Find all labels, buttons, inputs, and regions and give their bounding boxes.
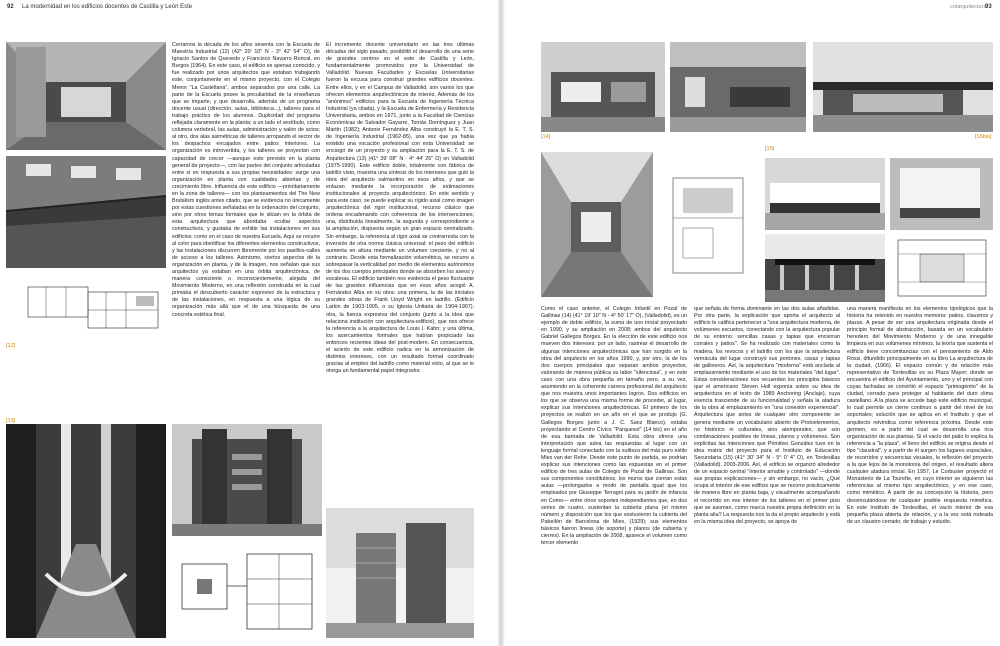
institute-floor-plan bbox=[890, 234, 993, 302]
brick-building-photo bbox=[172, 424, 322, 536]
caption-12: [12] bbox=[6, 343, 16, 349]
school-exterior-photo bbox=[541, 42, 665, 132]
page-gutter bbox=[497, 0, 505, 646]
caption-13: [13] bbox=[6, 418, 16, 424]
school-wall-photo bbox=[670, 42, 806, 132]
school-site-plan bbox=[658, 158, 758, 298]
left-folio: 92 bbox=[7, 4, 14, 10]
institute-exterior-photo bbox=[765, 158, 885, 230]
caption-16bis: [16bis] bbox=[975, 134, 992, 140]
left-text-column-1: Cerramos la década de los años sesenta con la Escuela de Maestría Industrial (12) (42° 20' 10" N - 3° 42' 54" O), de Ignacio Santos de Quevedo y Francisco Navarro Roncal, en Burgos (1964). En este caso, el edificio es apenas conocido, y fue realizado por unos arquitectos que estaban trabajando este, conjuntamente en el mismo proyecto, con el Colegio Menor "La Castellana", ambos separados por una calle. La parte de la Escuela posee la peculiaridad de la enseñanza que se imparte, y que desarrolla, además de un programa docente usual (dirección, aulas, biblioteca...), talleres para el trabajo práctico de los alumnos. Duplicidad del programa reflejada claramente en la planta: a un lado el vestíbulo, como columna vertebral, las aulas, administración y salón de actos; al otro, dos alas asimétricas de talleres arropando el sector de los despachos encajados entre patios interiores. La organización es introvertida, y los talleres se proyectan con capacidad de crecer —aunque esto previsto en la planta general de proyecto—, con las partes del conjunto articuladas entre sí en respuesta a sus propias necesidades: surge una organización en planta con cualidades abiertas y de crecimiento libre. Influencia de este edificio —prioritariamente en la zona de talleres— con los planteamientos del The New Brutalism inglés antes citado, que se evidencia no únicamente por estas cuestiones señaladas en la ordenación del conjunto, sino por otros temas formales que le sitúan en la órbita de esta arquitectura que abordaba ocultar aspectos constructivos, y gustaba de exhibir las instalaciones en sus edificios; como en el caso de nuestra Escuela. Aquí se recurre al color para identificar los diferentes elementos constructivos, y las instalaciones discurren libremente por los pasillos-calles de acceso a los talleres. Asimismo, ciertos aspectos de la organización en planta, y de la imagen, nos señalan que sus arquitectos ya estaban en una órbita arquitectónica, de manera consciente o inconscientemente, alejada del Movimiento Moderno, en una reflexión construida en la cual primaba el descubierto carácter expresivo de la estructura y de las instalaciones, en respuesta a una lógica de su organización más allá que el de una búsqueda de una concreta estética final. bbox=[172, 42, 320, 318]
right-folio: 93 bbox=[985, 4, 992, 10]
institute-detail-photo bbox=[890, 158, 993, 230]
left-running-head: La modernidad en los edificios docentes de Castilla y León Este bbox=[22, 4, 193, 10]
interior-hall-photo bbox=[6, 424, 166, 638]
right-text-column-2: que señala de forma dominante en las dos aulas añadidas. Por otra parte, la explicación que aporta el arquitecto al edificio le califica pertenecer a "una arquitectura moderna, de volúmenes escuetos, conectando con la arquitectura popular de su entorno: sencillas casas y tapias que encierran corrales y patios". Se ha realizado con materiales como la madera, los revocos y el ladrillo con los que la arquitectura vernácula del lugar construyó sus portones, casas y tapias de gallineros. Así, la arquitectura "moderna" está anclada al emplazamiento mediante el uso de los materiales "del lugar". Estas consideraciones nos recuerdan los principios básicos que el americano Steven Holl exponía sobre su idea de arquitectura en el texto de 1989 Anchoring (Anclaje), cuya esencia trasciende de su funcionalidad y señala la atadura de la obra al emplazamiento en "una conexión experiencial". Arquitectura que antes de cualquier otro componente se genera mediante un vocabulario abierto de Protoelementos, no histórico ni culturales, sino atemporales, que son combinaciones posibles de líneas, planos y volúmenes. Son explícitas las intenciones que Primitivo González tuvo en la idea matriz del proyecto para el Instituto de Educación Secundaria (15) (41° 30' 34" N - 5° 0' 4" O), en Tordesillas (Valladolid), 2003-2006. Así, el edificio se organizó alrededor de un espacio central "interior amable y controlado" —donde sus propias explicaciones— y sin embargo, no vacío, ¿Qué ocupa el interior de ese edificio que se recorre prácticamente de manera libre en planta baja, y visualmente acompañando el recorrido en ese interior de los talleres en el primer piso que se asoman, como marca nuestra propia definición en la planta alta? La respuesta nos la da el propio arquitecto y está en la misma idea del proyecto, se apoya de bbox=[694, 306, 840, 525]
corridor-photo bbox=[6, 42, 166, 150]
institute-patio-photo bbox=[765, 234, 885, 302]
courtyard-corridor-photo bbox=[541, 152, 653, 297]
caption-15: [15] bbox=[765, 146, 775, 152]
workshop-photo bbox=[6, 156, 166, 268]
pavilion-photo bbox=[813, 42, 993, 132]
caption-14: [14] bbox=[541, 134, 551, 140]
right-running-head: cotarquitectura bbox=[950, 4, 987, 10]
towers-photo bbox=[326, 508, 474, 638]
floor-plan-drawing bbox=[172, 544, 322, 638]
school-plan-drawing bbox=[26, 282, 166, 334]
left-text-column-2: El incremento docente universitario en las tres últimas décadas del siglo pasado, posibilitó el desarrollo de una serie de grandes centros en el este de Castilla y León, fundamentalmente promovidos por la Universidad de Valladolid. Nuevas Facultades y Escuelas Universitarias fueron la excusa para construir grandes edificios docentes. Entre ellos, y en el Campus de Valladolid, son varios los que ofrecen elementos arquitectónicos de interés. Además de los "anónimos" edificios para la Escuela de Ingeniería Técnica Industrial (ya citada), y la Escuela de Enfermería y Residencia Universitaria, ambos en 1971, junto a la Facultad de Ciencias Económicas de Salvador Gayarre, Tomás Domínguez y Juan Martín (1982); Antonio Fernández Alba construyó la E. T. S. de Ingeniería Industrial (1962-85), una vez que ya había existido una vocación profesional con esta Universidad: se encargó de un proyecto y su ampliación para la E. T. S. de Arquitectura (13) (41° 39' 08" N - 4° 44' 26" O) en Valladolid (1975-1990). Este edificio doble, totalmente con fábrica de ladrillo visto, muestra una síntesis de los intereses que guió la obra del arquitecto salmantino en esos años, y que se enlazan mediante la incorporación de estimaciones institucionales al proyecto arquitectónico. En este sentido y para este caso, se puede explicar su rígido axial como imagen arquitectónica del rigor institucional, recurso clásico que ordena encadenando con coherencia de los intervenciones; una, distribuida linealmente, la segunda y correspondiente a la ampliación, dispuesta según un gran espacio centralizado. Sin embargo, la referencia al rigor axial se contrarresta con la inversión de otra norma clásica universal: el peso del edificio aumenta en altura mediante un volumen creciente, y no al contrario. Desde esta formalización volumétrica, se recurre a sobrepasar la verticalidad por medio de elementos autónomos de los dos cuerpos principales donde se absorben los aseos y escaleras. El edificio también nos evidencia el peso fluctuante de las grandes influencias que en esos años acogió A. Fernández Alba en su obra: una primera, la de las iniciales grandes obras de Frank Lloyd Wright en ladrillo, (Edificio Larkin de 1903-1905, o su Iglesia Unitaria de 1904-1907); otra, la fuerza expresiva del conjunto (junto a la idea que relaciona institución con arquitectura-edificio), que nos ofrece la referencia a la arquitectura de Louis I. Kahn; y una última, los acercamientos formales que habían propiciado las entonces recientes ideas del post-modern. En consecuencia, el acierto de este edificio radica en la armonización de distintos intereses, con un resultado formal coordinado gracias al empleo del ladrillo como material visto, al que se le otorga un fundamental papel integrador. bbox=[326, 42, 474, 375]
right-text-column-3: una manera manifiesta en los elementos tipológicos que la historia ha retenido en nuestra memoria: patios, claustros y plazas. A pesar de ser una arquitectura originada desde el principio formal de abstracción, basada en un vocabulario heredero del Movimiento Moderno y de una innegable limpieza en sus volúmenes mínimos, la teoría que sustenta el edificio tiene concomitancias con el pensamiento de Aldo Rossi, difundido principalmente en su libro La arquitectura de la ciudad, (1966). El espacio común y de relación más representativo de Tordesillas es su Plaza Mayor; donde se encuentra el edificio del Ayuntamiento, uno y el principal con cuyas fachadas se convirtió el espacio "primogénito" de la ciudad, cerrado para proteger al habitante del duro clima castellano. A la plaza se accede bajo este edificio municipal, lo cual permite un cierre continuo a partir del nivel de los soportales; solución que se aplica en el Instituto y que el arquitecto reivindica como referencia próxima. Desde este germen, es a partir del cual se desarrolla una rica organización de sus plantas. Si el vacío del patio lo explica la referencia a "la plaza", el lleno del edificio se origina desde el tipo "claustral", y a partir de él surgen los lugares espaciales, de recorridos y secuencias visuales, la reflexión del proyecto a la que lejos de la monotonía del origen, el resultado altera cualquier atadura inicial. En 1957, Le Corbusier proyectó el Monasterio de La Tourette, en cuyo interior se siguieron las referencias al mismo tipo arquitectónico, y en ese caso, como mimético. A partir de su concepción la historia, pero desvinculándose de cualquier posible respuesta mimética. En este Instituto de Tordesillas, el vacío interior de esa pequeña plaza abierta de relación, y a la vez está rodeada de un claustro cerrado, de trabajo y estudio. bbox=[847, 306, 993, 525]
right-text-column-1: Como el caso anterior, el Colegio Infantil en Pozal de Gallinas (14) (41° 19' 10" N - 4° 50' 17" O), (Valladolid), es un ejemplo de doble edificio, la suma de uno inicial proyectado en 1990, y su ampliación en 2008; ambos del arquitecto Gabriel Gallegos Borges. En la elección de este edificio nos mueven dos intereses: por un lado, rastrear el desarrollo de algunas intenciones arquitectónicas que han surgido en la obra del arquitecto en los años 1990, y, por otro, la de los dos cuerpos principales que separan ambos proyectos, valorando de manera pública su labor "silenciosa", y en este caso con una obra pequeña en tamaño pero, a su vez, asumiendo en la coherente carrera profesional del arquitecto que nos muestra unos importantes logros. Dos edificios en los que se observa una misma forma de proceder, al lugar, explicar sus intenciones arquitectónicas. El primero de los proyectos se realizó en un año en el que se produjo (G. Gallegos Borges junto a J. C. Sanz Blanco), estaba proyectando el Centro Cívico "Parquesol" (14 bis) en el año de esa barriada de Valladolid. Esta obra ofrece una interpretación que aúna las respuestas al lugar con un lenguaje formal conectado con la sutileza del más puro estilo Mies van der Rohe. Desde este punto de partida, se podrían explicar sus intenciones como las expuestas en el primer edificio de tres aulas de Colegio de Pozal de Gallinas. Son sus componentes constitutivos, los muros que cierran estas aulas —prolongados a modo de pantalla igual que los empleados por Giuseppe Terragni para su jardín de infancia en Como— entre otros soportes independientes que, en dos series de cuatro, sustentan la cubierta plana (el mismo número y disposición que los que sostuvieron la cubierta del Pabellón de Barcelona de Mies, (1929); sus elementos básicos fueron líneas (de soporte) y planos (de cubierta y cierres). En la ampliación de 2008, aparece el volumen como tercer elemento bbox=[541, 306, 687, 547]
